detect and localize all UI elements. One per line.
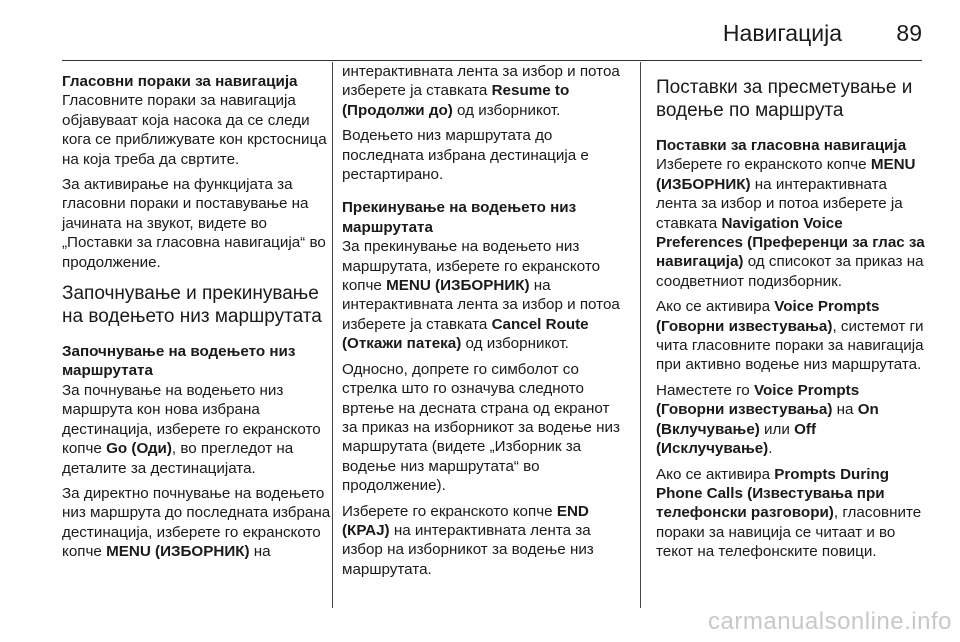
section-heading-route-settings: Поставки за пресметување и водење по маршрута: [656, 77, 913, 121]
paragraph: За директно почнување на водењето низ маршрута до последната избрана дестинација, изберете го екранското копче MENU (ИЗБОРНИК) на: [62, 484, 331, 561]
paragraph: За почнување на водењето низ маршрута кон нова избрана дестинација, изберете го екранското копче Go (Оди), во прегледот на деталите за дестинацијата.: [62, 381, 321, 477]
page-number: 89: [896, 20, 922, 46]
paragraph: Наместете го Voice Prompts (Говорни известувања) на On (Вклучување) или Off (Исклучување).: [656, 381, 879, 458]
paragraph: За активирање на функцијата за гласовни пораки и поставување на јачината на звукот, видете во „Поставки за гласовна навигација“ во продолжение.: [62, 176, 326, 271]
paragraph: Водењето низ маршрутата до последната избрана дестинација е рестартирано.: [342, 127, 589, 184]
paragraph: Ако се активира Prompts During Phone Calls (Известувања при телефонски разговори), гласовните пораки за навиција се читаат и во текот на телефонските повици.: [656, 465, 922, 561]
paragraph: Изберете го екранското копче MENU (ИЗБОРНИК) на интерактивната лента за избор и потоа изберете ја ставката Navigation Voice Preferences (Преференци за глас за навигација) од списокот за приказ на соодветниот подизборник.: [656, 156, 925, 290]
paragraph: Ако се активира Voice Prompts (Говорни известувања), системот ги чита гласовните пораки за навигација при активно водење низ маршрутата.: [656, 298, 924, 374]
subheading-voice-prompts: Гласовни пораки за навигација: [62, 73, 298, 90]
header-rule: [62, 60, 922, 61]
paragraph: Изберете го екранското копче END (КРАЈ) на интерактивната лента за избор на изборникот за водење низ маршрутата.: [342, 502, 594, 578]
page-title: Навигација: [722, 20, 842, 46]
column-divider-2: [640, 62, 641, 608]
page-header: [0, 0, 960, 62]
column-2: [342, 62, 624, 585]
watermark: carmanualsonline.info: [708, 608, 952, 635]
column-3: [656, 62, 926, 568]
paragraph: Гласовните пораки за навигација објавуваат која насока да се следи кога се приближувате кон крстосница на која треба да свртите.: [62, 92, 327, 168]
subheading-voice-navigation-settings: Поставки за гласовна навигација: [656, 137, 907, 154]
paragraph: интерактивната лента за избор и потоа изберете ја ставката Resume to (Продолжи до) од изборникот.: [342, 63, 620, 119]
paragraph: Односно, допрете го симболот со стрелка што го означува следното вртење на десната страна од екранот за приказ на изборникот за водење низ маршрутата (видете „Изборник за водење низ маршрутата“ во продолжение).: [342, 360, 620, 495]
subheading-start-guidance: Започнување на водењето низ маршрутата: [62, 343, 296, 380]
paragraph: За прекинување на водењето низ маршрутата, изберете го екранското копче MENU (ИЗБОРНИК) на интерактивната лента за избор и потоа изберете ја ставката Cancel Route (Откажи патека) од изборникот.: [342, 238, 620, 353]
section-heading-start-stop: Започнување и прекинување на водењето низ маршрутата: [62, 283, 322, 328]
column-1: [62, 62, 334, 568]
subheading-stop-guidance: Прекинување на водењето низ маршрутата: [342, 199, 577, 236]
